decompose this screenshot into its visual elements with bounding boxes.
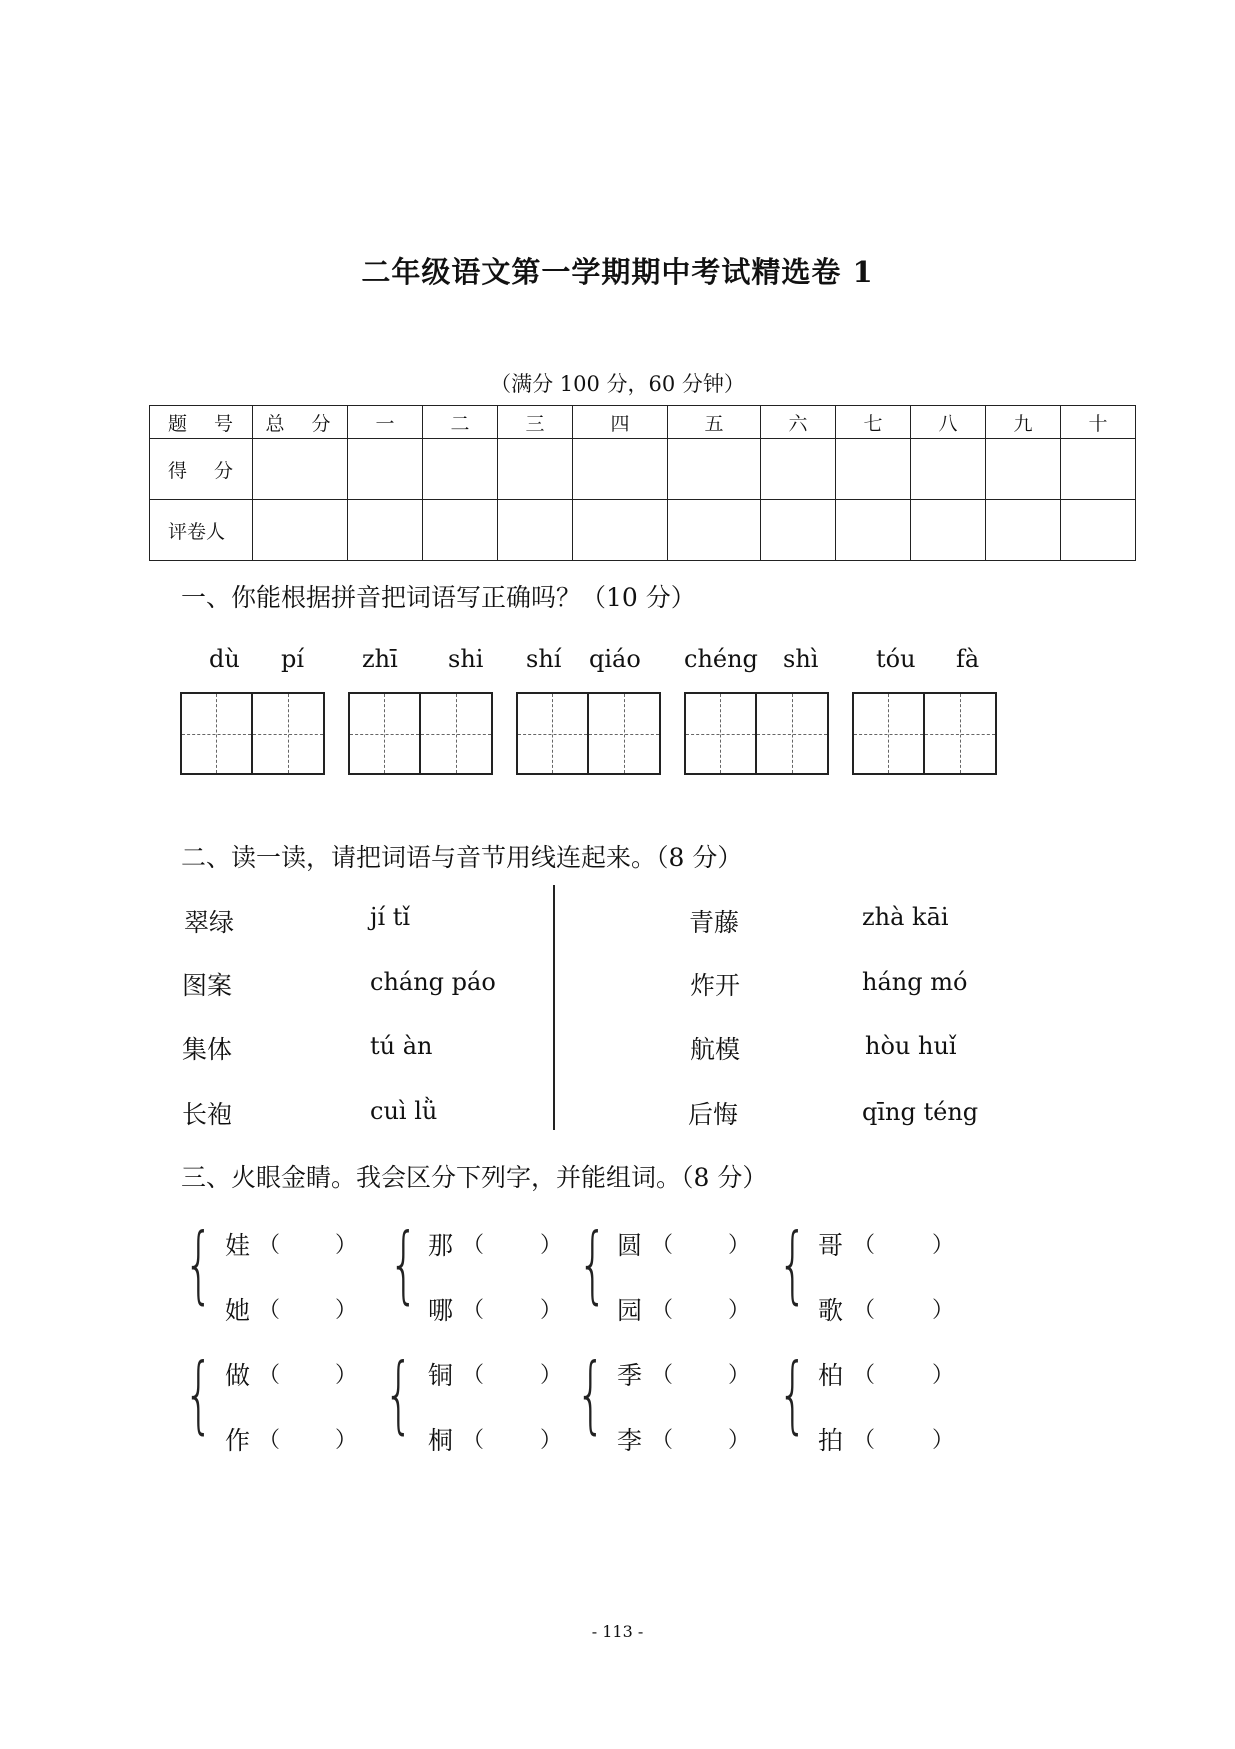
match-word[interactable]: 翠绿 (184, 908, 235, 937)
answer-open[interactable]: （ (258, 1363, 281, 1388)
score-header-cell: 七 (836, 406, 911, 439)
score-header-cell: 八 (911, 406, 986, 439)
answer-open[interactable]: （ (462, 1233, 485, 1258)
match-pinyin[interactable]: cuì lǜ (370, 1097, 438, 1125)
answer-open[interactable]: （ (258, 1233, 281, 1258)
answer-open[interactable]: （ (853, 1363, 876, 1388)
q1-pinyin: pí (281, 645, 305, 673)
char: 歌 (818, 1296, 844, 1325)
answer-open[interactable]: （ (853, 1428, 876, 1453)
score-header-cell: 题 号 (150, 406, 253, 439)
brace-icon: { (778, 1215, 808, 1313)
answer-close: ） (335, 1428, 358, 1453)
brace-icon: { (184, 1345, 214, 1443)
char: 柏 (818, 1361, 844, 1390)
writing-box[interactable] (684, 692, 829, 775)
grader-cell[interactable] (668, 500, 761, 561)
answer-close: ） (728, 1428, 751, 1453)
answer-close: ） (728, 1233, 751, 1258)
answer-open[interactable]: （ (258, 1298, 281, 1323)
char: 她 (225, 1296, 251, 1325)
char: 桐 (428, 1426, 454, 1455)
writing-box[interactable] (516, 692, 661, 775)
writing-box[interactable] (180, 692, 325, 775)
brace-icon: { (384, 1345, 414, 1443)
answer-close: ） (540, 1428, 563, 1453)
brace-icon: { (389, 1215, 419, 1313)
match-word[interactable]: 航模 (690, 1035, 741, 1064)
q1-pinyin: zhī (362, 645, 398, 673)
score-table (149, 405, 1136, 561)
answer-open[interactable]: （ (651, 1428, 674, 1453)
char: 李 (617, 1426, 643, 1455)
brace-icon: { (184, 1215, 214, 1313)
match-pinyin[interactable]: hòu huǐ (865, 1032, 957, 1060)
match-pinyin[interactable]: cháng páo (370, 968, 496, 996)
q1-pinyin: shí (526, 645, 562, 673)
match-pinyin[interactable]: qīng téng (862, 1098, 979, 1126)
char: 铜 (428, 1361, 454, 1390)
brace-icon: { (778, 1345, 808, 1443)
score-cell[interactable] (253, 439, 348, 500)
score-cell[interactable] (1061, 439, 1136, 500)
grader-cell[interactable] (986, 500, 1061, 561)
char: 娃 (225, 1231, 251, 1260)
answer-open[interactable]: （ (651, 1363, 674, 1388)
answer-close: ） (540, 1363, 563, 1388)
answer-open[interactable]: （ (853, 1298, 876, 1323)
grader-cell[interactable] (1061, 500, 1136, 561)
char: 拍 (818, 1426, 844, 1455)
answer-open[interactable]: （ (462, 1428, 485, 1453)
score-cell[interactable] (423, 439, 498, 500)
match-word[interactable]: 集体 (182, 1035, 233, 1064)
q1-pinyin: dù (209, 645, 240, 673)
answer-open[interactable]: （ (651, 1298, 674, 1323)
match-word[interactable]: 图案 (182, 971, 233, 1000)
match-pinyin[interactable]: zhà kāi (862, 903, 949, 931)
q2-heading: 二、读一读，请把词语与音节用线连起来。（8 分） (181, 843, 743, 872)
answer-close: ） (932, 1298, 955, 1323)
score-cell[interactable] (348, 439, 423, 500)
score-cell[interactable] (836, 439, 911, 500)
q1-pinyin: chéng (684, 645, 758, 673)
answer-close: ） (932, 1363, 955, 1388)
grader-cell[interactable] (348, 500, 423, 561)
match-pinyin[interactable]: jí tǐ (370, 903, 411, 931)
score-row-label: 评卷人 (150, 500, 253, 561)
score-cell[interactable] (668, 439, 761, 500)
score-cell[interactable] (986, 439, 1061, 500)
score-header-cell: 四 (573, 406, 668, 439)
answer-open[interactable]: （ (651, 1233, 674, 1258)
answer-close: ） (728, 1298, 751, 1323)
answer-close: ） (728, 1363, 751, 1388)
brace-icon: { (578, 1215, 608, 1313)
score-cell[interactable] (911, 439, 986, 500)
score-header-cell: 三 (498, 406, 573, 439)
writing-box[interactable] (348, 692, 493, 775)
answer-close: ） (932, 1428, 955, 1453)
answer-close: ） (335, 1298, 358, 1323)
q1-pinyin: shì (783, 645, 819, 673)
writing-box[interactable] (852, 692, 997, 775)
grader-cell[interactable] (761, 500, 836, 561)
page-title: 二年级语文第一学期期中考试精选卷 1 (361, 255, 874, 289)
char: 哥 (818, 1231, 844, 1260)
grader-cell[interactable] (573, 500, 668, 561)
char: 园 (617, 1296, 643, 1325)
column-divider (553, 885, 555, 1130)
match-word[interactable]: 长袍 (182, 1100, 233, 1129)
grader-cell[interactable] (911, 500, 986, 561)
q1-heading: 一、你能根据拼音把词语写正确吗？（10 分） (181, 583, 696, 612)
match-word[interactable]: 炸开 (690, 971, 741, 1000)
score-row-label: 得 分 (150, 439, 253, 500)
score-header-cell: 九 (986, 406, 1061, 439)
char: 哪 (428, 1296, 454, 1325)
grader-cell[interactable] (423, 500, 498, 561)
q1-pinyin: qiáo (589, 645, 641, 673)
q1-pinyin: shi (448, 645, 484, 673)
score-cell[interactable] (761, 439, 836, 500)
q3-heading: 三、火眼金睛。我会区分下列字，并能组词。（8 分） (181, 1163, 768, 1192)
score-header-cell: 二 (423, 406, 498, 439)
char: 做 (225, 1361, 251, 1390)
score-cell[interactable] (498, 439, 573, 500)
score-header-cell: 一 (348, 406, 423, 439)
score-header-cell: 十 (1061, 406, 1136, 439)
exam-info: （满分 100 分，60 分钟） (490, 372, 745, 396)
char: 季 (617, 1361, 643, 1390)
brace-icon: { (576, 1345, 606, 1443)
char: 圆 (617, 1231, 643, 1260)
grader-cell[interactable] (253, 500, 348, 561)
match-word[interactable]: 青藤 (689, 908, 740, 937)
match-word[interactable]: 后悔 (688, 1100, 739, 1129)
answer-open[interactable]: （ (853, 1233, 876, 1258)
match-pinyin[interactable]: háng mó (862, 968, 968, 996)
grader-cell[interactable] (836, 500, 911, 561)
answer-open[interactable]: （ (462, 1363, 485, 1388)
answer-open[interactable]: （ (258, 1428, 281, 1453)
answer-close: ） (540, 1298, 563, 1323)
q1-pinyin: tóu (876, 645, 916, 673)
answer-close: ） (540, 1233, 563, 1258)
page-number: - 113 - (591, 1622, 644, 1641)
grader-cell[interactable] (498, 500, 573, 561)
answer-close: ） (932, 1233, 955, 1258)
char: 作 (225, 1426, 251, 1455)
answer-close: ） (335, 1363, 358, 1388)
char: 那 (428, 1231, 454, 1260)
score-cell[interactable] (573, 439, 668, 500)
answer-close: ） (335, 1233, 358, 1258)
match-pinyin[interactable]: tú àn (370, 1032, 433, 1060)
score-header-cell: 六 (761, 406, 836, 439)
answer-open[interactable]: （ (462, 1298, 485, 1323)
score-header-cell: 五 (668, 406, 761, 439)
score-header-cell: 总 分 (253, 406, 348, 439)
q1-pinyin: fà (956, 645, 980, 673)
